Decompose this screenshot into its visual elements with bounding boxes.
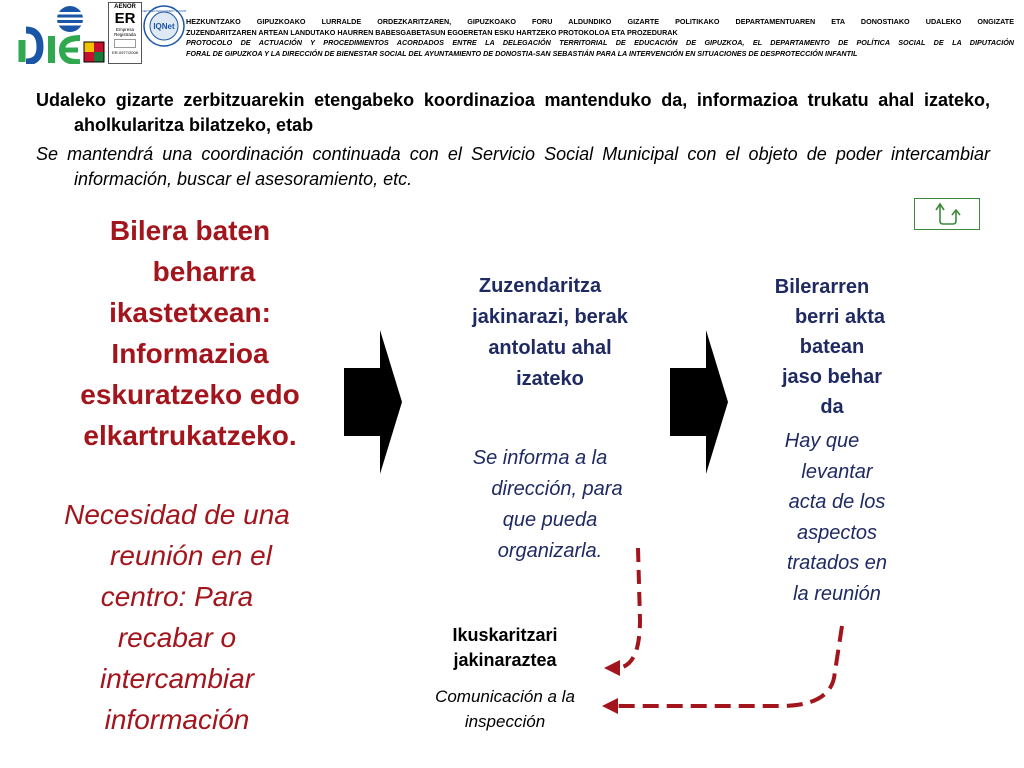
left-es-line: recabar o	[117, 622, 237, 653]
right-eu-line: Bilerarren	[774, 276, 870, 298]
left-es-line: intercambiar	[99, 663, 255, 694]
right-es-line: acta de los	[788, 491, 886, 513]
block-arrow-right-icon	[668, 328, 730, 476]
left-eu-line: ikastetxean:	[109, 297, 271, 328]
left-eu-line: beharra	[152, 256, 256, 287]
left-es-line: reunión en el	[110, 540, 272, 571]
right-eu-line: jaso behar	[781, 366, 883, 388]
return-button[interactable]	[914, 198, 980, 230]
header-line-3: PROTOCOLO DE ACTUACIÓN Y PROCEDIMIENTOS ACORDADOS ENTRE LA DELEGACIÓN TERRITORIAL DE EDUCACIÓN DE GIPUZKOA, EL DEPARTAMENTO DE POLÍTICA SOCIAL DE LA DIPUTACIÓN	[186, 38, 1014, 47]
intro-spanish: Se mantendrá una coordinación continuada con el Servicio Social Municipal con el objeto de poder intercambiar información, buscar el asesoramiento, etc.	[36, 144, 990, 189]
die-logo-ball-icon	[57, 6, 83, 32]
aenor-er-logo	[108, 2, 142, 64]
er-code: ER-0977/2008	[112, 50, 138, 55]
left-spanish-text	[22, 494, 332, 740]
left-es-line: Necesidad de una	[64, 499, 290, 530]
middle-basque-text	[440, 271, 660, 395]
insp-es-line: Comunicación a la	[435, 687, 575, 706]
right-basque-text	[752, 272, 912, 422]
iqnet-certification-logo	[142, 4, 186, 48]
dashed-arrow-middle-icon	[616, 548, 640, 668]
inspection-spanish-text	[395, 684, 615, 734]
er-label: ER	[114, 10, 136, 27]
dashed-connectors	[590, 540, 860, 720]
arrowhead-left-icon	[604, 660, 620, 676]
block-arrow-right-icon	[342, 328, 404, 476]
iqnet-label: IQNet	[153, 22, 175, 31]
insp-eu-line: jakinaraztea	[453, 650, 557, 670]
right-es-line: levantar	[801, 460, 873, 483]
header-line-1: HEZKUNTZAKO GIPUZKOAKO LURRALDE ORDEZKARITZAREN, GIPUZKOAKO FORU ALDUNDIKO GIZARTE POLITIKAKO DEPARTAMENTUAREN ETA DONOSTIAKO UDALEKO ONGIZATE	[186, 17, 1014, 26]
right-eu-line: da	[820, 396, 844, 418]
right-eu-line: batean	[799, 336, 865, 358]
left-eu-line: Informazioa	[111, 338, 269, 369]
insp-eu-line: Ikuskaritzari	[452, 625, 558, 645]
right-es-line: tratados en	[786, 552, 888, 574]
cert-ring-label: CERTIFIED MANAGEMENT SYSTEM	[142, 10, 186, 13]
left-es-line: información	[104, 704, 250, 735]
er-sub-label: Empresa Registrada	[114, 27, 136, 37]
left-eu-line: eskuratzeko edo	[80, 379, 300, 410]
header-title	[186, 17, 1014, 59]
aenor-label: AENOR	[114, 4, 136, 10]
mid-eu-line: antolatu ahal	[488, 337, 612, 359]
insp-es-line: inspección	[464, 712, 546, 731]
mid-es-line: dirección, para	[491, 478, 623, 500]
left-es-line: centro: Para	[100, 581, 254, 612]
intro-basque: Udaleko gizarte zerbitzuarekin etengabeko koordinazioa mantenduko da, informazioa trukatu ahal izateko, aholkularitza bilatzeko, etab	[36, 90, 990, 135]
right-es-line: Hay que	[784, 430, 860, 452]
left-basque-text	[40, 210, 340, 456]
return-arrow-icon	[932, 201, 962, 227]
left-eu-line: Bilera baten	[109, 215, 271, 246]
mid-eu-line: Zuzendaritza	[478, 275, 602, 297]
header-line-2: ZUZENDARITZAREN ARTEAN LANDUTAKO HAURREN BABESGABETASUN EGOERETAN ESKU HARTZEKO PROTOKOLOA ETA PROZEDURAK	[186, 27, 678, 37]
mid-es-line: Se informa a la	[472, 447, 608, 469]
header-line-4: FORAL DE GIPUZKOA Y LA DIRECCIÓN DE BIENESTAR SOCIAL DEL AYUNTAMIENTO DE DONOSTIA-SAN SEBASTIÁN PARA LA INTERVENCIÓN EN SITUACIONES DE DESPROTECCIÓN INFANTIL	[186, 48, 858, 58]
gipuzkoa-shield-icon	[82, 40, 106, 64]
mid-eu-line: jakinarazi, berak	[472, 306, 628, 328]
right-es-line: la reunión	[793, 582, 881, 605]
mid-es-line: organizarla.	[497, 540, 603, 562]
left-eu-line: elkartrukatzeko.	[83, 420, 297, 451]
inspection-basque-text	[405, 623, 605, 673]
mid-eu-line: izateko	[516, 368, 584, 390]
dashed-arrow-right-icon	[618, 626, 842, 706]
mid-es-line: que pueda	[502, 509, 598, 531]
right-es-line: aspectos	[796, 521, 878, 544]
right-eu-line: berri akta	[794, 306, 886, 328]
